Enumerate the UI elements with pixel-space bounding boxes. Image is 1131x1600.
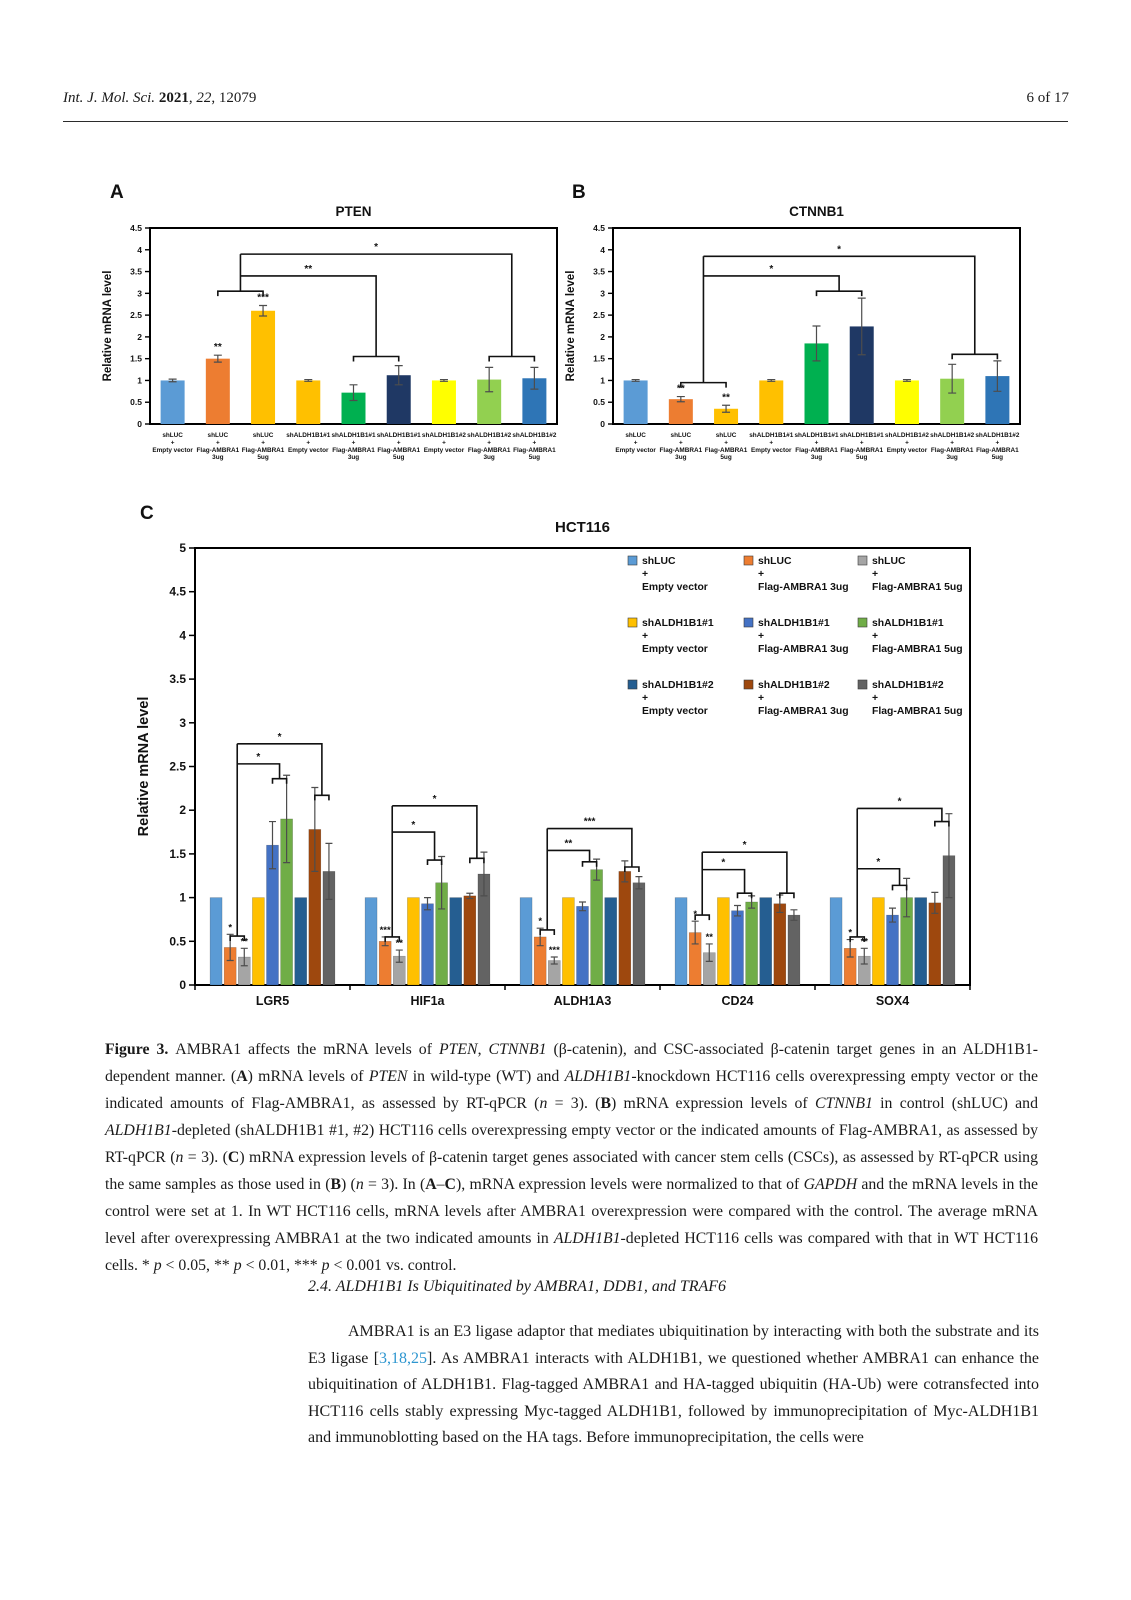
x-tick-label: Empty vector [615, 446, 656, 454]
x-tick-label: 3ug [483, 454, 495, 462]
x-tick-label: Flag-AMBRA1 [704, 446, 748, 454]
text-segment: AMBRA1 affects the mRNA levels of [175, 1040, 439, 1058]
figure-caption [105, 1036, 1038, 1279]
y-tick-label: 2.5 [593, 310, 605, 321]
legend-label: Flag-AMBRA1 5ug [872, 706, 963, 717]
x-tick-label: + [261, 439, 265, 447]
x-tick-label: 3ug [810, 454, 823, 462]
legend-label: + [872, 631, 879, 642]
x-tick-label: shALDH1B1#2 [930, 432, 975, 439]
significance-stars: *** [257, 292, 269, 304]
category-label: LGR5 [255, 994, 290, 1008]
y-tick-label: 4 [600, 244, 605, 255]
legend-label: Flag-AMBRA1 5ug [872, 644, 963, 655]
text-segment: in wild-type (WT) and [407, 1067, 565, 1085]
y-tick-label: 2.5 [169, 759, 186, 774]
text-segment: < 0.05, ** [161, 1256, 234, 1274]
x-tick-label: 3ug [347, 454, 360, 462]
x-tick-label: Flag-AMBRA1 [795, 446, 838, 454]
y-tick-label: 3.5 [169, 672, 186, 687]
text-segment: AMBRA1 is an E3 ligase adaptor that mediates ubiquitination by interacting with both the substrate and its E3 ligase [ [308, 1323, 1039, 1367]
x-tick-label: + [678, 439, 683, 447]
citation-link[interactable]: 3,18,25 [379, 1349, 428, 1367]
text-segment: 2021 [158, 90, 189, 106]
y-tick-label: 1.5 [169, 846, 186, 861]
text-segment: -depleted HCT116 cells was compared with that in WT HCT116 cells. * [105, 1229, 1038, 1274]
x-tick-label: shALDH1B1#2 [975, 432, 1020, 439]
text-segment: ]. As AMBRA1 interacts with ALDH1B1, we questioned whether AMBRA1 can enhance the ubiquitination of ALDH1B1. Flag-tagged AMBRA1 and HA-tagged ubiquitin (HA-Ub) were cotransfected into HCT116 cells stably expressing Myc-tagged ALDH1B1, followed by immunoprecipitation of Myc-ALDH1B1 and immunoblotting based on the HA tags. Before immunoprecipitation, the cells were [308, 1349, 1039, 1446]
legend-label: Flag-AMBRA1 3ug [758, 582, 849, 593]
significance-stars: ** [722, 392, 730, 404]
x-tick-label: Flag-AMBRA1 [930, 446, 974, 454]
page-number: 6 of 17 [1026, 90, 1069, 106]
x-tick-label: + [532, 439, 537, 447]
text-segment: , [188, 90, 197, 106]
y-tick-label: 3 [179, 715, 186, 730]
bar [464, 896, 476, 985]
y-tick-label: 1.5 [130, 353, 142, 364]
legend-label: Flag-AMBRA1 5ug [872, 582, 963, 593]
y-tick-label: 4.5 [593, 223, 605, 233]
significance-stars: * [411, 820, 416, 832]
text-segment: n [175, 1148, 184, 1166]
legend-label: + [642, 693, 649, 704]
body-paragraph-text [308, 1323, 1039, 1446]
legend-label: Empty vector [642, 582, 708, 593]
y-tick-label: 3.5 [130, 266, 142, 277]
significance-stars: * [897, 796, 902, 808]
legend-label: shLUC [642, 556, 676, 567]
bar [633, 883, 645, 985]
bar [161, 380, 185, 424]
x-tick-label: shALDH1B1#2 [884, 432, 929, 439]
significance-stars: ** [304, 263, 313, 275]
bar [365, 898, 377, 985]
significance-stars: * [848, 927, 853, 939]
significance-stars: ** [860, 936, 868, 948]
y-tick-label: 3 [600, 288, 605, 299]
bar [669, 399, 693, 424]
legend-label: Flag-AMBRA1 3ug [758, 644, 849, 655]
text-segment: = 3). ( [183, 1148, 228, 1166]
text-segment: ) mRNA expression levels of [610, 1094, 815, 1112]
chart-title: CTNNB1 [789, 204, 844, 219]
significance-stars: * [769, 263, 774, 275]
y-tick-label: 2 [179, 803, 186, 818]
significance-stars: * [742, 840, 747, 852]
category-label: ALDH1A3 [553, 994, 612, 1008]
x-tick-label: + [442, 439, 446, 447]
text-segment: , [477, 1040, 489, 1058]
text-segment: n [355, 1175, 364, 1193]
text-segment: C [444, 1175, 456, 1193]
bar [605, 898, 617, 985]
bar [732, 911, 744, 985]
text-segment: and the mRNA levels in the control were set at 1. In WT HCT116 cells, mRNA levels after AMBRA1 overexpression were compared with the control. The average mRNA level after overexpressing AMBRA1 at the two indicated amounts in [105, 1175, 1038, 1247]
x-tick-label: + [814, 439, 819, 447]
text-segment: p [233, 1256, 242, 1274]
legend-label: shALDH1B1#2 [872, 680, 944, 691]
significance-stars: * [228, 922, 233, 934]
x-tick-label: Flag-AMBRA1 [513, 446, 556, 454]
legend-swatch [628, 556, 637, 565]
x-tick-label: shALDH1B1#1 [839, 432, 884, 439]
x-tick-label: Flag-AMBRA1 [659, 446, 703, 454]
text-segment: B [600, 1094, 611, 1112]
text-segment: ) mRNA expression levels of β-catenin target genes associated with cancer stem cells (CSCs), as assessed by RT-qPCR using the same samples as those used in ( [105, 1148, 1038, 1193]
pten-bar-chart [95, 178, 565, 470]
ctnnb1-bar-chart [558, 178, 1028, 470]
panel-b-label: B [572, 182, 586, 203]
text-segment: GAPDH [803, 1175, 858, 1193]
x-tick-label: shLUC [162, 432, 183, 439]
legend-label: + [758, 631, 765, 642]
significance-stars: * [876, 856, 881, 868]
text-segment: in control (shLUC) and [872, 1094, 1038, 1112]
y-tick-label: 1 [137, 375, 142, 386]
x-tick-label: + [487, 439, 492, 447]
text-segment: CTNNB1 [488, 1040, 547, 1058]
text-segment: = 3). In ( [363, 1175, 426, 1193]
x-tick-label: shALDH1B1#1 [331, 432, 376, 439]
significance-stars: ** [676, 383, 685, 395]
bar [520, 898, 532, 985]
bar [830, 898, 842, 985]
bar [746, 902, 758, 985]
y-tick-label: 4 [179, 628, 186, 643]
legend-label: + [872, 569, 879, 580]
bar [206, 359, 230, 424]
bar [788, 915, 800, 985]
bar [407, 898, 419, 985]
x-tick-label: shALDH1B1#2 [467, 432, 512, 439]
x-tick-label: + [995, 439, 1000, 447]
y-tick-label: 0.5 [169, 934, 186, 949]
y-tick-label: 2 [600, 331, 605, 342]
x-tick-label: 3ug [675, 454, 687, 462]
legend-label: Flag-AMBRA1 3ug [758, 706, 849, 717]
category-label: SOX4 [875, 994, 910, 1008]
significance-bracket [681, 256, 998, 387]
legend-label: shLUC [872, 556, 906, 567]
x-tick-label: + [306, 439, 311, 447]
bar [887, 915, 899, 985]
text-segment: < 0.01, *** [241, 1256, 322, 1274]
legend-label: + [872, 693, 879, 704]
x-tick-label: 5ug [991, 454, 1004, 462]
text-segment: ) ( [341, 1175, 356, 1193]
legend-label: shALDH1B1#2 [758, 680, 830, 691]
x-tick-label: 5ug [720, 454, 732, 462]
chart-title: PTEN [335, 204, 372, 219]
legend-label: shALDH1B1#1 [872, 618, 944, 629]
bar [210, 898, 222, 985]
text-segment: A [425, 1175, 437, 1193]
legend-swatch [744, 556, 753, 565]
y-tick-label: 1 [179, 890, 186, 905]
significance-stars: ** [564, 838, 573, 850]
x-tick-label: Empty vector [751, 446, 792, 454]
x-tick-label: shLUC [207, 432, 229, 439]
significance-stars: *** [379, 924, 391, 936]
x-tick-label: + [351, 439, 356, 447]
category-label: CD24 [721, 994, 754, 1008]
y-tick-label: 4 [137, 244, 142, 255]
panel-c-label: C [140, 503, 154, 524]
x-tick-label: shALDH1B1#2 [512, 432, 557, 439]
text-segment: (β-catenin), and CSC-associated β-catenin target genes in an ALDH1B1-dependent manner. ( [105, 1040, 1038, 1085]
bar [432, 380, 456, 424]
x-tick-label: 5ug [528, 454, 541, 462]
x-tick-label: + [724, 439, 728, 447]
text-segment: 22 [196, 90, 212, 106]
x-tick-label: Flag-AMBRA1 [840, 446, 884, 454]
body-paragraph [308, 1319, 1039, 1452]
bar [422, 904, 434, 985]
x-tick-label: Flag-AMBRA1 [196, 446, 240, 454]
text-segment: n [539, 1094, 548, 1112]
x-tick-label: shALDH1B1#1 [286, 432, 331, 439]
text-segment: -knockdown HCT116 cells overexpressing empty vector or the indicated amounts of Flag-AMBRA1, as assessed by RT-qPCR ( [105, 1067, 1038, 1112]
bar [675, 898, 687, 985]
bar [296, 380, 320, 424]
legend-label: shALDH1B1#1 [642, 618, 714, 629]
bar [760, 898, 772, 985]
y-tick-label: 5 [179, 541, 186, 555]
y-tick-label: 3 [137, 288, 142, 299]
y-tick-label: 0 [179, 978, 186, 992]
x-tick-label: Empty vector [886, 446, 928, 454]
x-tick-label: shLUC [670, 432, 692, 439]
x-tick-label: Empty vector [152, 446, 193, 454]
x-tick-label: + [396, 439, 401, 447]
bar [895, 380, 919, 424]
category-label: HIF1a [410, 994, 445, 1008]
y-tick-label: 0 [600, 419, 605, 429]
x-tick-label: Flag-AMBRA1 [241, 446, 285, 454]
x-tick-label: shLUC [625, 432, 646, 439]
y-axis-label: Relative mRNA level [565, 270, 577, 382]
significance-stars: *** [548, 945, 560, 957]
legend-label: Empty vector [642, 644, 708, 655]
bar [717, 898, 729, 985]
hct116-grouped-bar-chart [128, 498, 988, 1012]
legend-label: shALDH1B1#2 [642, 680, 714, 691]
x-tick-label: Empty vector [423, 446, 465, 454]
x-tick-label: shLUC [252, 432, 274, 439]
x-tick-label: shALDH1B1#2 [421, 432, 466, 439]
significance-stars: * [721, 857, 726, 869]
text-segment: PTEN [438, 1040, 478, 1058]
y-tick-label: 2 [137, 331, 142, 342]
x-tick-label: Empty vector [288, 446, 329, 454]
bar [295, 898, 307, 985]
panel-a-label: A [110, 182, 124, 203]
chart-title: HCT116 [554, 519, 611, 536]
text-segment: ), mRNA expression levels were normalized to that of [455, 1175, 804, 1193]
significance-stars: *** [583, 816, 596, 828]
legend-label: + [758, 693, 765, 704]
legend-swatch [744, 680, 753, 689]
x-tick-label: 3ug [212, 454, 224, 462]
significance-stars: ** [395, 938, 403, 950]
legend-label: + [642, 569, 649, 580]
text-segment: Figure 3. [105, 1040, 176, 1058]
significance-stars: * [432, 793, 437, 805]
text-segment: ALDH1B1 [553, 1229, 621, 1247]
x-tick-label: + [633, 439, 638, 447]
bar [252, 898, 264, 985]
significance-stars: * [256, 751, 261, 763]
x-tick-label: Flag-AMBRA1 [976, 446, 1019, 454]
x-tick-label: + [769, 439, 774, 447]
y-tick-label: 4.5 [130, 223, 142, 233]
text-segment: – [436, 1175, 445, 1193]
x-tick-label: shALDH1B1#1 [794, 432, 839, 439]
bar [619, 871, 631, 985]
significance-stars: ** [240, 936, 248, 948]
text-segment: < 0.001 vs. control. [329, 1256, 457, 1274]
y-axis-label: Relative mRNA level [102, 270, 114, 382]
significance-stars: ** [213, 342, 222, 354]
x-tick-label: Flag-AMBRA1 [377, 446, 421, 454]
x-tick-label: + [215, 439, 220, 447]
x-tick-label: 5ug [856, 454, 868, 462]
bar [915, 898, 927, 985]
text-segment: CTNNB1 [814, 1094, 873, 1112]
bar [450, 898, 462, 985]
bar [562, 898, 574, 985]
significance-stars: ** [705, 931, 713, 943]
text-segment: p [321, 1256, 330, 1274]
bar [774, 904, 786, 985]
bar [759, 380, 783, 424]
x-tick-label: shALDH1B1#1 [749, 432, 794, 439]
bar [379, 941, 391, 985]
legend-swatch [744, 618, 753, 627]
significance-stars: * [538, 916, 543, 928]
significance-stars: * [277, 731, 282, 743]
x-tick-label: Flag-AMBRA1 [332, 446, 375, 454]
text-segment: A [236, 1067, 248, 1085]
journal-citation [63, 90, 256, 107]
significance-stars: * [837, 244, 842, 256]
x-tick-label: shALDH1B1#1 [376, 432, 421, 439]
legend-swatch [858, 680, 867, 689]
legend-swatch [858, 556, 867, 565]
text-segment: Int. J. Mol. Sci. [63, 90, 159, 106]
legend-label: shLUC [758, 556, 792, 567]
legend-swatch [628, 618, 637, 627]
x-tick-label: + [170, 439, 175, 447]
text-segment: ALDH1B1 [105, 1121, 172, 1139]
legend-label: shALDH1B1#1 [758, 618, 830, 629]
x-tick-label: 5ug [257, 454, 269, 462]
y-tick-label: 1 [600, 375, 605, 386]
y-tick-label: 0 [137, 419, 142, 429]
y-axis-label: Relative mRNA level [136, 696, 152, 837]
text-segment: ALDH1B1 [564, 1067, 632, 1085]
text-segment: C [227, 1148, 240, 1166]
header-rule [63, 121, 1068, 122]
text-segment: ) mRNA levels of [247, 1067, 369, 1085]
x-tick-label: shLUC [715, 432, 737, 439]
legend-swatch [628, 680, 637, 689]
y-tick-label: 1.5 [593, 353, 605, 364]
y-tick-label: 4.5 [169, 584, 186, 599]
bar [577, 906, 589, 985]
error-bar [169, 379, 177, 382]
text-segment: PTEN [368, 1067, 408, 1085]
bar [251, 311, 275, 424]
legend-label: + [758, 569, 765, 580]
bar [929, 903, 941, 985]
x-tick-label: Flag-AMBRA1 [467, 446, 511, 454]
text-segment: -depleted (shALDH1B1 #1, #2) HCT116 cells overexpressing empty vector or the indicated amounts of Flag-AMBRA1, as assessed by RT-qPCR ( [105, 1121, 1038, 1166]
x-tick-label: + [859, 439, 864, 447]
y-tick-label: 3.5 [593, 266, 605, 277]
legend-label: + [642, 631, 649, 642]
significance-stars: * [693, 909, 698, 921]
text-segment: = 3). ( [547, 1094, 601, 1112]
y-tick-label: 0.5 [593, 397, 605, 408]
legend-label: Empty vector [642, 706, 708, 717]
x-tick-label: 3ug [946, 454, 958, 462]
x-tick-label: 5ug [393, 454, 405, 462]
x-tick-label: + [950, 439, 955, 447]
text-segment: B [330, 1175, 342, 1193]
y-tick-label: 2.5 [130, 310, 142, 321]
y-tick-label: 0.5 [130, 397, 142, 408]
x-tick-label: + [905, 439, 909, 447]
section-heading: 2.4. ALDH1B1 Is Ubiquitinated by AMBRA1, DDB1, and TRAF6 [308, 1278, 727, 1295]
significance-stars: * [374, 242, 379, 254]
bar [591, 870, 603, 985]
text-segment: p [153, 1256, 162, 1274]
bar [872, 898, 884, 985]
text-segment: , 12079 [211, 90, 257, 106]
legend-swatch [858, 618, 867, 627]
bar [624, 380, 648, 424]
